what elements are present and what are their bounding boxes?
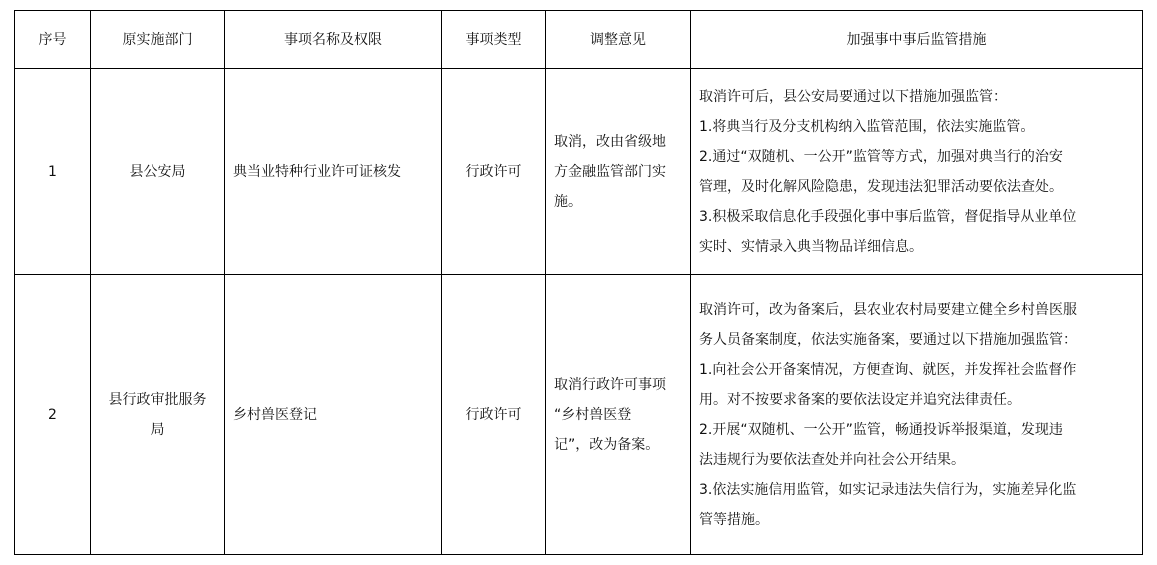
header-measures: 加强事中事后监管措施 bbox=[691, 11, 1143, 69]
cell-adjustment bbox=[546, 69, 691, 275]
cell-measures bbox=[691, 275, 1143, 555]
measures-line: 务人员备案制度，依法实施备案，要通过以下措施加强监管： bbox=[699, 331, 1077, 348]
measures-line: 取消许可，改为备案后，县农业农村局要建立健全乡村兽医服 bbox=[699, 301, 1077, 318]
cell-item-name: 乡村兽医登记 bbox=[225, 275, 442, 555]
cell-item-type: 行政许可 bbox=[442, 69, 546, 275]
header-department: 原实施部门 bbox=[91, 11, 225, 69]
cell-adjustment bbox=[546, 275, 691, 555]
cell-department-line: 县公安局 bbox=[129, 163, 186, 180]
header-item-name: 事项名称及权限 bbox=[225, 11, 442, 69]
cell-department-line: 县行政审批服务 bbox=[108, 391, 207, 408]
adjustment-line: 施。 bbox=[554, 193, 582, 210]
cell-department-line: 局 bbox=[150, 421, 165, 438]
measures-line: 实时、实情录入典当物品详细信息。 bbox=[699, 238, 923, 255]
header-row bbox=[15, 11, 1143, 69]
measures-line: 管理，及时化解风险隐患，发现违法犯罪活动要依法查处。 bbox=[699, 178, 1063, 195]
adjustment-line: 取消，改由省级地 bbox=[554, 133, 666, 150]
header-item-type: 事项类型 bbox=[442, 11, 546, 69]
cell-index: 1 bbox=[15, 69, 91, 275]
measures-line: 法违规行为要依法查处并向社会公开结果。 bbox=[699, 451, 965, 468]
measures-line: 用。对不按要求备案的要依法设定并追究法律责任。 bbox=[699, 391, 1021, 408]
cell-item-type: 行政许可 bbox=[442, 275, 546, 555]
measures-line: 2.开展“双随机、一公开”监管，畅通投诉举报渠道，发现违 bbox=[699, 421, 1063, 438]
adjustment-line: “乡村兽医登 bbox=[554, 406, 632, 423]
adjustment-line: 取消行政许可事项 bbox=[554, 376, 666, 393]
measures-line: 2.通过“双随机、一公开”监管等方式，加强对典当行的治安 bbox=[699, 148, 1063, 165]
measures-table bbox=[14, 10, 1143, 555]
adjustment-line: 方金融监管部门实 bbox=[554, 163, 666, 180]
cell-item-name: 典当业特种行业许可证核发 bbox=[225, 69, 442, 275]
cell-measures bbox=[691, 69, 1143, 275]
header-adjustment: 调整意见 bbox=[546, 11, 691, 69]
measures-line: 3.依法实施信用监管，如实记录违法失信行为，实施差异化监 bbox=[699, 481, 1077, 498]
measures-line: 3.积极采取信息化手段强化事中事后监管，督促指导从业单位 bbox=[699, 208, 1077, 225]
table-row bbox=[15, 69, 1143, 275]
cell-department bbox=[91, 275, 225, 555]
measures-line: 1.向社会公开备案情况，方便查询、就医，并发挥社会监督作 bbox=[699, 361, 1077, 378]
adjustment-line: 记”，改为备案。 bbox=[554, 436, 660, 453]
cell-department bbox=[91, 69, 225, 275]
table-row bbox=[15, 275, 1143, 555]
cell-index: 2 bbox=[15, 275, 91, 555]
measures-line: 管等措施。 bbox=[699, 511, 769, 528]
measures-line: 1.将典当行及分支机构纳入监管范围，依法实施监管。 bbox=[699, 118, 1035, 135]
measures-line: 取消许可后，县公安局要通过以下措施加强监管： bbox=[699, 88, 1007, 105]
header-index: 序号 bbox=[15, 11, 91, 69]
